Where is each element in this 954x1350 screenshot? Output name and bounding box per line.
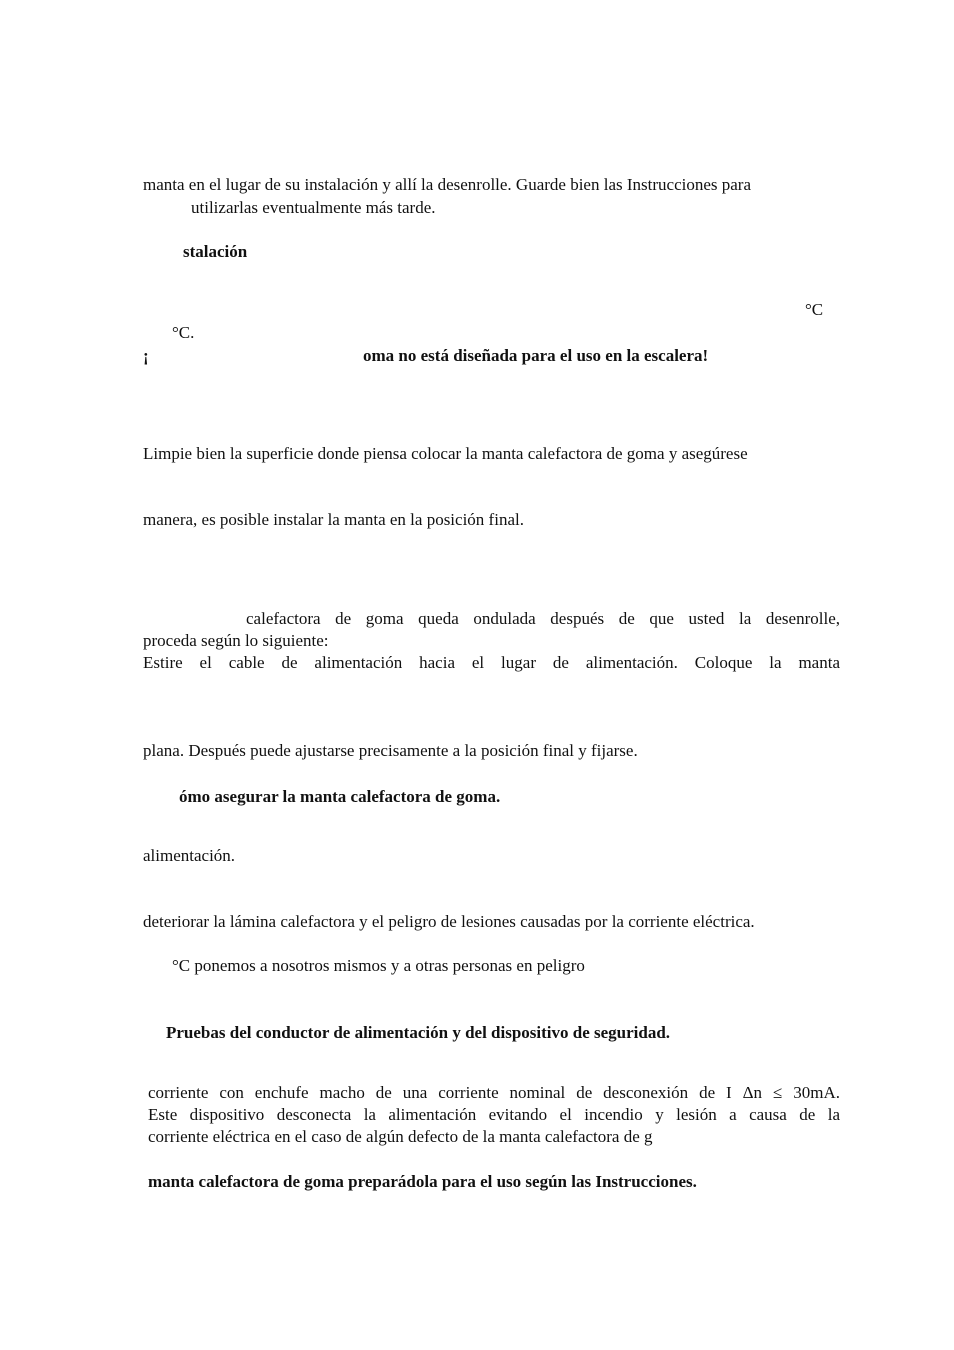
text-alimentacion: alimentación. <box>143 846 236 865</box>
text-plana: plana. Después puede ajustarse precisamente a la posición final y fijarse. <box>143 741 638 760</box>
text-proceda: proceda según lo siguiente: <box>143 631 329 650</box>
text-line-2: utilizarlas eventualmente más tarde. <box>191 198 436 217</box>
heading-manta-preparada: manta calefactora de goma preparádola para el uso según las Instrucciones. <box>148 1172 697 1191</box>
heading-instalacion: stalación <box>183 242 248 261</box>
text-manera: manera, es posible instalar la manta en la posición final. <box>143 510 524 529</box>
text-line-1: manta en el lugar de su instalación y allí la desenrolle. Guarde bien las Instrucciones para <box>143 175 751 194</box>
warning-mark: ¡ <box>143 346 149 365</box>
heading-pruebas: Pruebas del conductor de alimentación y del dispositivo de seguridad. <box>166 1023 671 1042</box>
text-limpie: Limpie bien la superficie donde piensa colocar la manta calefactora de goma y asegúrese <box>143 444 748 463</box>
text-estire: Estire el cable de alimentación hacia el lugar de alimentación. Coloque la manta <box>143 653 840 672</box>
text-ponemos: °C ponemos a nosotros mismos y a otras personas en peligro <box>172 956 585 975</box>
heading-asegurar: ómo asegurar la manta calefactora de goma. <box>179 787 501 806</box>
text-corriente: corriente con enchufe macho de una corriente nominal de desconexión de I Δn ≤ 30mA. <box>148 1083 840 1102</box>
text-este: Este dispositivo desconecta la alimentación evitando el incendio y lesión a causa de la <box>148 1105 840 1124</box>
warning-text: oma no está diseñada para el uso en la escalera! <box>363 346 709 365</box>
text-calefactora: calefactora de goma queda ondulada después de que usted la desenrolle, <box>246 609 840 628</box>
text-deteriorar: deteriorar la lámina calefactora y el peligro de lesiones causadas por la corriente eléctrica. <box>143 912 755 931</box>
degree-celsius-1: °C <box>805 300 824 319</box>
degree-celsius-2: °C. <box>172 323 195 342</box>
text-corriente-electrica: corriente eléctrica en el caso de algún defecto de la manta calefactora de g <box>148 1127 653 1146</box>
